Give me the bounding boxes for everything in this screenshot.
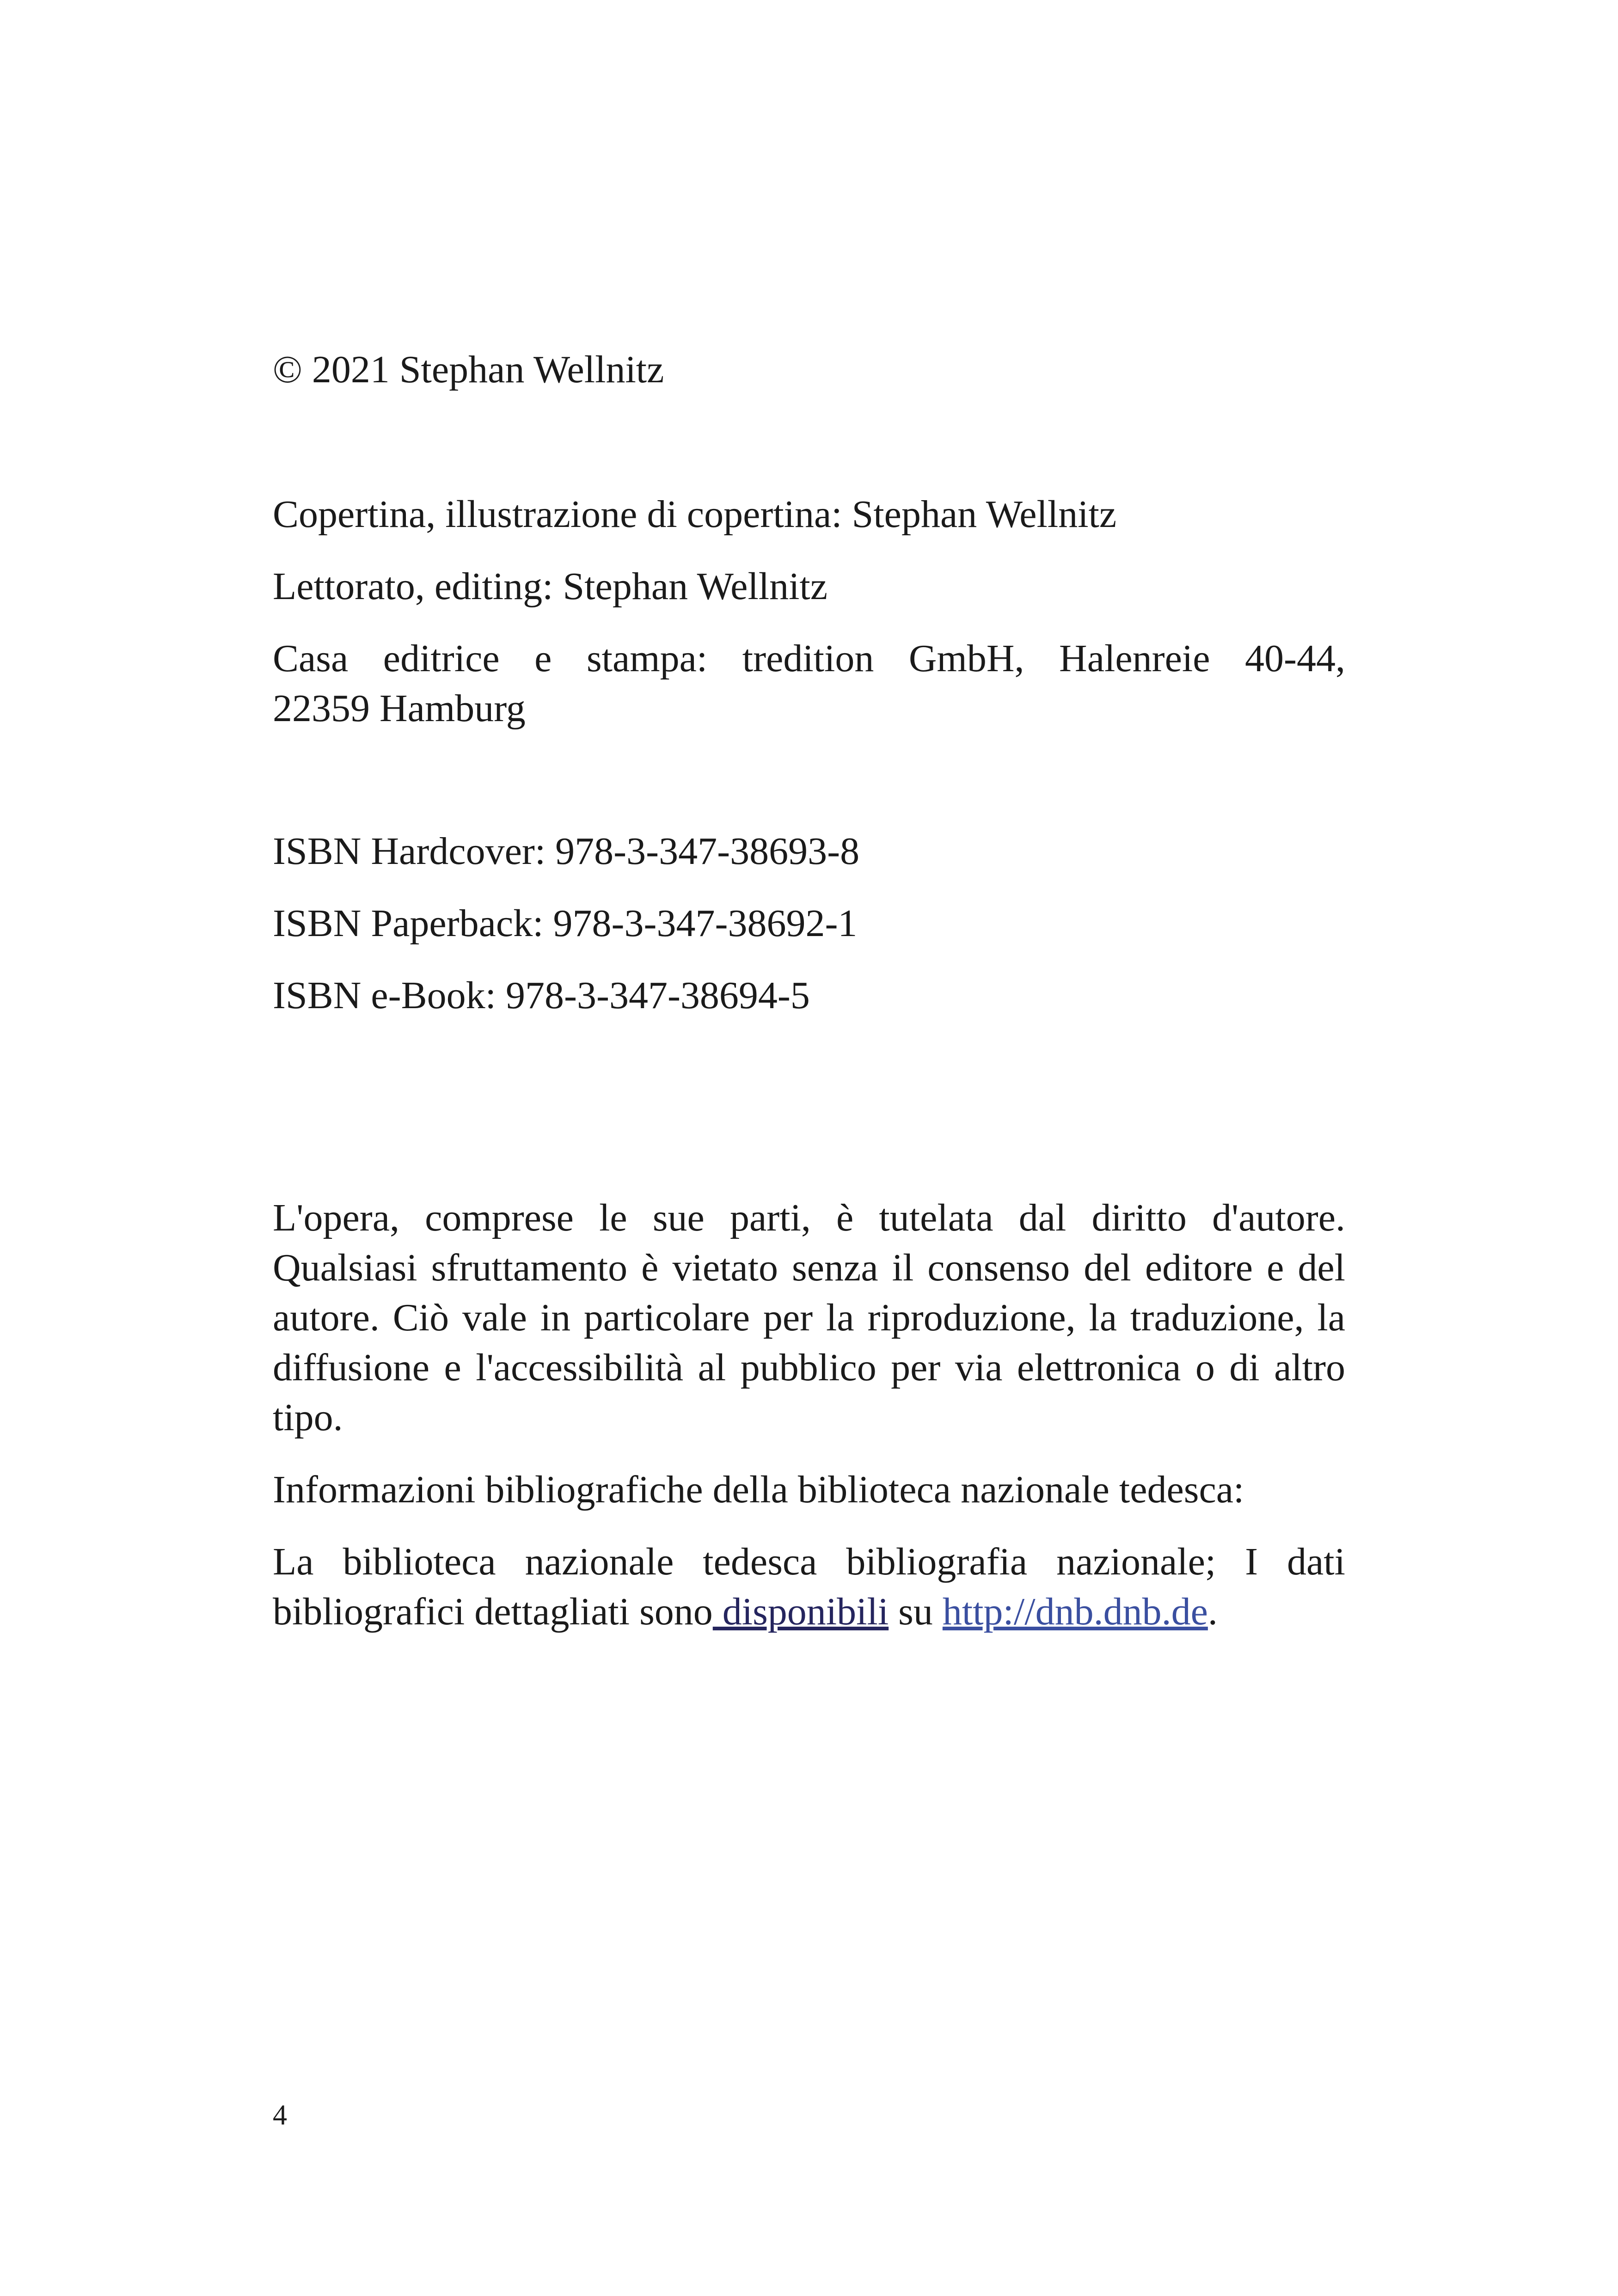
bibliographic-end: . — [1207, 1590, 1218, 1633]
rights-notice: L'opera, comprese le sue parti, è tutelata dal diritto d'autore. Qualsiasi sfruttamento è vietato senza il consenso del editore e del autore. Ciò vale in particolare per la riproduzione, la traduzione, la diffusione e l'accessibilità al pubblico per via elettronica o di altro tipo. — [273, 1196, 1345, 1439]
isbn-hardcover: ISBN Hardcover: 978-3-347-38693-8 — [273, 830, 860, 873]
legal-section — [273, 1193, 1345, 1659]
page-number: 4 — [273, 2100, 287, 2131]
bibliographic-su: su — [889, 1590, 943, 1633]
bibliographic-info — [273, 1537, 1345, 1637]
dnb-url-link[interactable]: http://dnb.dnb.de — [942, 1590, 1208, 1633]
publisher-credit — [273, 634, 1345, 734]
bibliographic-heading: Informazioni bibliografiche della biblioteca nazionale tedesca: — [273, 1468, 1244, 1511]
copyright-notice: © 2021 Stephan Wellnitz — [273, 348, 664, 391]
available-link[interactable]: disponibili — [712, 1590, 889, 1633]
publisher-line-2: 22359 Hamburg — [273, 687, 526, 730]
isbn-paperback: ISBN Paperback: 978-3-347-38692-1 — [273, 902, 858, 945]
publisher-line-1: Casa editrice e stampa: tredition GmbH, Halenreie 40-44, — [273, 637, 1345, 680]
bibliographic-text: La biblioteca nazionale tedesca bibliografia nazionale; I dati bibliografici dettagliati sono — [273, 1540, 1345, 1633]
isbn-ebook: ISBN e-Book: 978-3-347-38694-5 — [273, 974, 810, 1017]
isbn-section — [273, 827, 1345, 1043]
cover-credit: Copertina, illustrazione di copertina: Stephan Wellnitz — [273, 493, 1117, 536]
editing-credit: Lettorato, editing: Stephan Wellnitz — [273, 565, 828, 608]
credits-section — [273, 490, 1345, 756]
